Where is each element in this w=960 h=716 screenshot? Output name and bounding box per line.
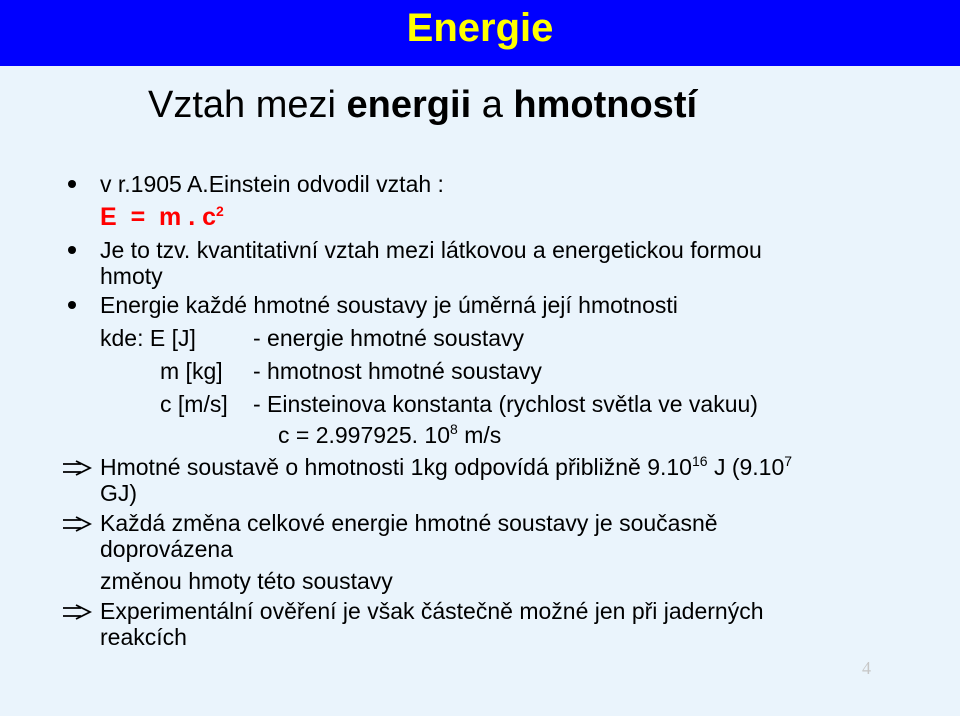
def-m-label: m [kg] xyxy=(160,358,223,384)
subtitle-bold-mass: hmotností xyxy=(513,84,698,126)
def-c-desc: - Einsteinova konstanta (rychlost světla ve vakuu) xyxy=(253,391,758,417)
c-value xyxy=(278,422,501,448)
bullet-dot xyxy=(68,180,76,188)
slide-subtitle xyxy=(148,84,697,127)
c-value-text: c = 2.997925. 10 xyxy=(278,422,451,448)
def-c-label: c [m/s] xyxy=(160,391,228,417)
implies-arrow-icon xyxy=(62,604,92,620)
formula-main: E = m . c xyxy=(100,203,217,231)
bullet-dot xyxy=(68,301,76,309)
bullet-quantitative-line1: Je to tzv. kvantitativní vztah mezi látkovou a energetickou formou xyxy=(100,237,762,263)
title-bar xyxy=(0,0,960,66)
formula-e-mc2 xyxy=(100,204,224,230)
c-value-unit: m/s xyxy=(457,422,502,448)
def-e-label: kde: E [J] xyxy=(100,325,196,351)
slide-title: Energie xyxy=(406,6,554,50)
implies-arrow-icon xyxy=(62,516,92,532)
formula-exponent: 2 xyxy=(216,203,224,219)
bullet-quantitative-line2: hmoty xyxy=(100,263,163,289)
bullet-einstein: v r.1905 A.Einstein odvodil vztah : xyxy=(100,171,444,197)
arrow-1kg-exp16: 16 xyxy=(691,453,708,469)
bullet-proportional: Energie každé hmotné soustavy je úměrná její hmotnosti xyxy=(100,292,678,318)
arrow-1kg-exp7: 7 xyxy=(784,453,793,469)
arrow-experiment-line1: Experimentální ověření je však částečně možné jen při jaderných xyxy=(100,598,764,624)
arrow-change-line2: doprovázena xyxy=(100,536,233,562)
subtitle-part: Vztah mezi xyxy=(148,84,347,126)
arrow-1kg-text: Hmotné soustavě o hmotnosti 1kg odpovídá přibližně 9.10 xyxy=(100,454,692,480)
arrow-change-line1: Každá změna celkové energie hmotné soustavy je současně xyxy=(100,510,718,536)
arrow-1kg-text2: J (9.10 xyxy=(707,454,785,480)
arrow-1kg-line2: GJ) xyxy=(100,480,138,506)
def-e-desc: - energie hmotné soustavy xyxy=(253,325,525,351)
arrow-1kg-line1 xyxy=(100,454,792,480)
subtitle-bold-energy: energii xyxy=(346,84,472,126)
c-value-exponent: 8 xyxy=(450,421,458,437)
page-number: 4 xyxy=(862,658,871,678)
bullet-dot xyxy=(68,246,76,254)
arrow-experiment-line2: reakcích xyxy=(100,624,187,650)
def-m-desc: - hmotnost hmotné soustavy xyxy=(253,358,542,384)
subtitle-part: a xyxy=(471,84,514,126)
arrow-change-line3: změnou hmoty této soustavy xyxy=(100,568,393,594)
implies-arrow-icon xyxy=(62,460,92,476)
